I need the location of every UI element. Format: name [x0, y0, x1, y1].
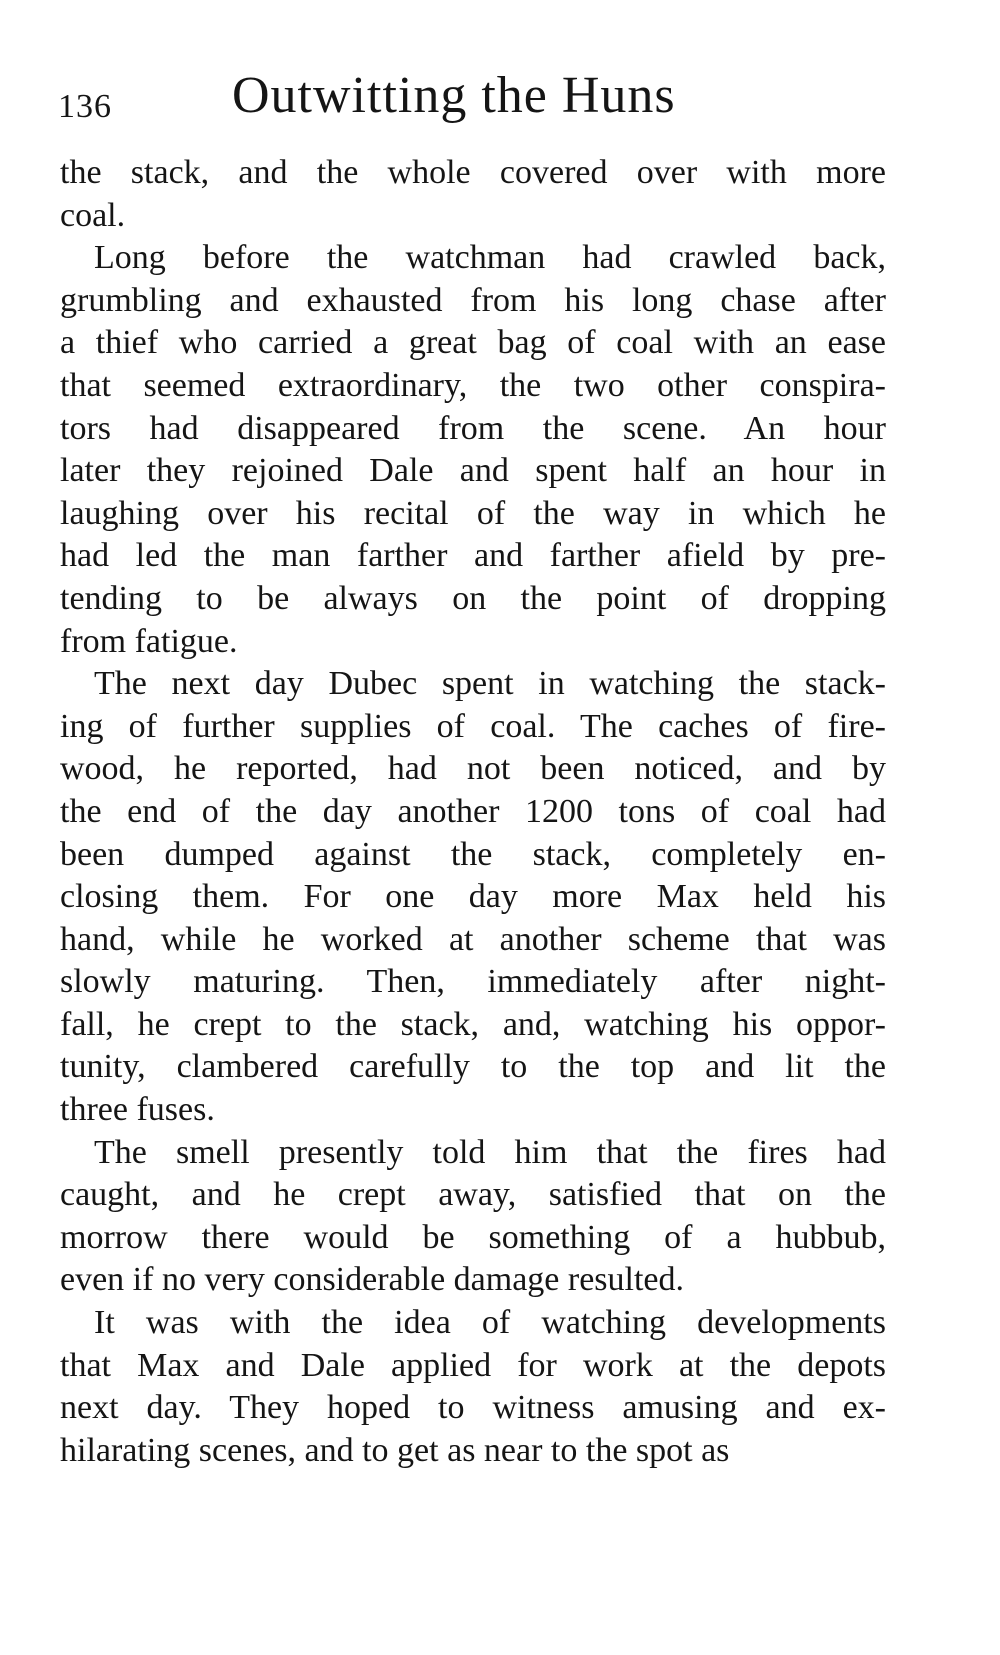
text-line: fall, he crept to the stack, and, watching his oppor-: [60, 1005, 886, 1043]
text-line: coal.: [60, 196, 126, 234]
text-line: hilarating scenes, and to get as near to the spot as: [60, 1431, 730, 1469]
text-line: grumbling and exhausted from his long chase after: [60, 281, 886, 319]
text-line: been dumped against the stack, completely en-: [60, 835, 886, 873]
text-line: that seemed extraordinary, the two other conspira-: [60, 366, 886, 404]
text-line: The next day Dubec spent in watching the stack-: [94, 665, 886, 703]
paragraph: [60, 663, 886, 1132]
text-line: Long before the watchman had crawled back,: [94, 239, 886, 277]
text-line: ing of further supplies of coal. The caches of fire-: [60, 707, 886, 745]
paragraph: [60, 1302, 886, 1472]
text-line: hand, while he worked at another scheme that was: [60, 920, 886, 958]
text-line: even if no very considerable damage resulted.: [60, 1261, 685, 1299]
text-line: a thief who carried a great bag of coal with an ease: [60, 324, 886, 362]
text-line: tors had disappeared from the scene. An hour: [60, 409, 886, 447]
text-line: The smell presently told him that the fires had: [94, 1133, 886, 1171]
text-line: later they rejoined Dale and spent half an hour in: [60, 452, 886, 490]
paragraph: [60, 237, 886, 663]
text-line: closing them. For one day more Max held his: [60, 878, 886, 916]
page-header: [58, 66, 938, 136]
text-line: from fatigue.: [60, 622, 238, 660]
text-line: tunity, clambered carefully to the top and lit the: [60, 1048, 886, 1086]
text-line: the stack, and the whole covered over with more: [60, 154, 886, 191]
paragraph: [60, 1132, 886, 1302]
text-line: morrow there would be something of a hubbub,: [60, 1218, 886, 1256]
text-line: slowly maturing. Then, immediately after night-: [60, 963, 886, 1001]
page-number: 136: [58, 88, 112, 125]
text-line: that Max and Dale applied for work at the depots: [60, 1346, 886, 1384]
text-line: next day. They hoped to witness amusing and ex-: [60, 1389, 886, 1427]
text-line: It was with the idea of watching developments: [94, 1304, 886, 1342]
text-line: wood, he reported, had not been noticed, and by: [60, 750, 886, 788]
paragraph: [60, 152, 886, 237]
body-text: [60, 152, 886, 1472]
text-line: the end of the day another 1200 tons of coal had: [60, 792, 886, 830]
text-line: tending to be always on the point of dropping: [60, 579, 886, 617]
running-title: Outwitting the Huns: [232, 67, 676, 124]
text-line: laughing over his recital of the way in which he: [60, 494, 886, 532]
text-line: had led the man farther and farther afield by pre-: [60, 537, 886, 575]
text-line: caught, and he crept away, satisfied that on the: [60, 1176, 886, 1214]
text-line: three fuses.: [60, 1091, 215, 1129]
